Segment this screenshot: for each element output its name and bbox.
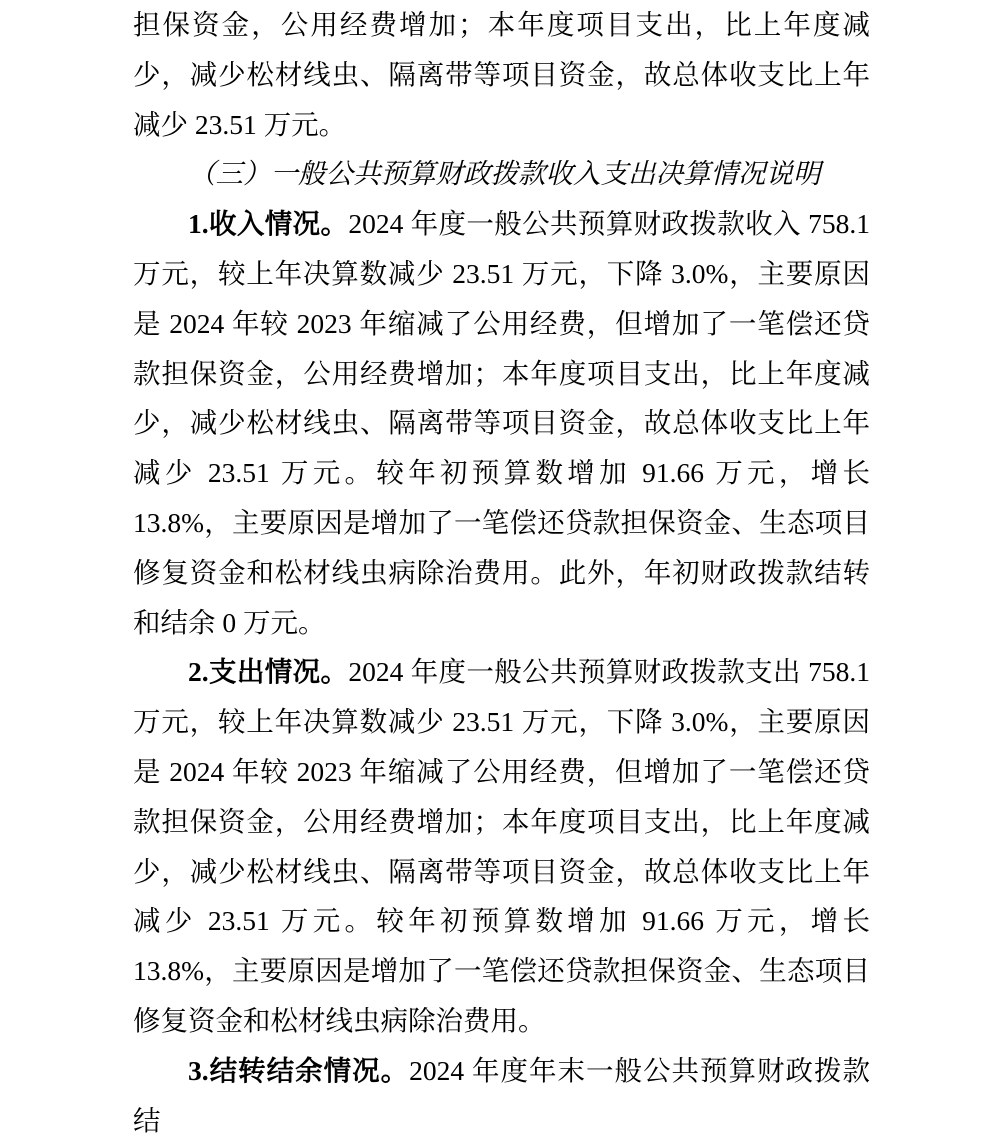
paragraph-lead: 2.支出情况。 — [188, 656, 349, 688]
paragraph-numbered — [133, 1046, 870, 1145]
paragraph-numbered — [133, 199, 870, 647]
paragraph-numbered — [133, 647, 870, 1045]
paragraph-continuation — [133, 0, 870, 149]
paragraph-heading — [133, 149, 870, 199]
paragraph-text: 2024 年度一般公共预算财政拨款收入 758.1 万元，较上年决算数减少 23.51 万元，下降 3.0%，主要原因是 2024 年较 2023 年缩减了公用经费，但增加了一笔偿还贷款担保资金，公用经费增加；本年度项目支出，比上年度减少，减少松材线虫、隔离带等项目资金，故总体收支比上年减少 23.51 万元。较年初预算数增加 91.66 万元，增长 13.8%，主要原因是增加了一笔偿还贷款担保资金、生态项目修复资金和松材线虫病除治费用。此外，年初财政拨款结转和结余 0 万元。 — [133, 208, 870, 638]
paragraph-text: （三）一般公共预算财政拨款收入支出决算情况说明 — [188, 158, 821, 190]
paragraph-lead: 3.结转结余情况。 — [188, 1054, 410, 1086]
paragraph-text: 2024 年度一般公共预算财政拨款支出 758.1 万元，较上年决算数减少 23.51 万元，下降 3.0%，主要原因是 2024 年较 2023 年缩减了公用经费，但增加了一笔偿还贷款担保资金，公用经费增加；本年度项目支出，比上年度减少，减少松材线虫、隔离带等项目资金，故总体收支比上年减少 23.51 万元。较年初预算数增加 91.66 万元，增长 13.8%，主要原因是增加了一笔偿还贷款担保资金、生态项目修复资金和松材线虫病除治费用。 — [133, 656, 870, 1036]
paragraph-text: 2024 年度年末一般公共预算财政拨款结 — [133, 1054, 870, 1136]
paragraph-lead: 1.收入情况。 — [188, 208, 349, 240]
paragraph-text: 担保资金，公用经费增加；本年度项目支出，比上年度减少，减少松材线虫、隔离带等项目资金，故总体收支比上年减少 23.51 万元。 — [133, 9, 870, 140]
document-content — [133, 0, 870, 1145]
